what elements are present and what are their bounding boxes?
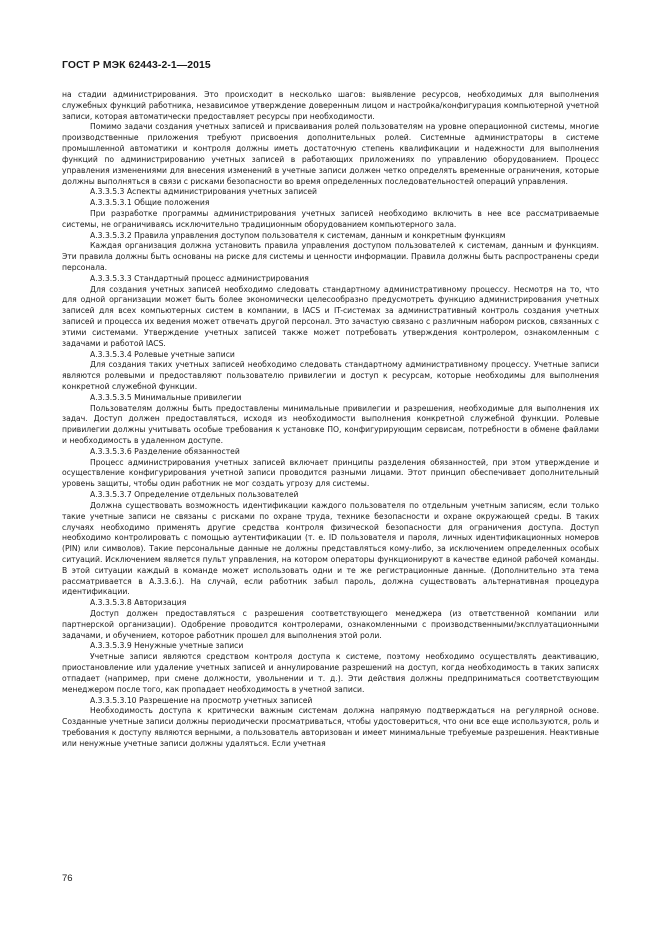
- paragraph: При разработке программы администрирования учетных записей необходимо включить в нее все рассматриваемые системы, не ограничиваясь исключительно традиционным оборудованием компьютерного зала.: [62, 208, 599, 229]
- section-heading: А.3.3.5.3.6 Разделение обязанностей: [90, 446, 240, 456]
- paragraph: Должна существовать возможность идентификации каждого пользователя по отдельным учетным записям, если только такие учетные записи не связаны с рисками по охране труда, технике безопасности и охране окружающей среды. В таких случаях необходимо применять другие средства контроля физической безопасности для ограничения доступа. Доступ необходимо контролировать с помощью аутентификации (т. е. ID пользователя и пароля, личных идентификационных номеров (PIN) или символов). Такие персональные данные не должны представляться кому-либо, за исключением определенных особых ситуаций. Исключением является пульт управления, на котором операторы функционируют в качестве единой рабочей команды. В этой ситуации каждый в команде может использовать одни и те же регистрационные данные. (Дополнительно эта тема рассматривается в А.3.3.6.). На случай, если работник забыл пароль, должна существовать альтернативная процедура идентификации.: [62, 500, 599, 597]
- section-heading: А.3.3.5.3.7 Определение отдельных пользователей: [90, 490, 299, 500]
- section-heading: А.3.3.5.3.3 Стандартный процесс администрирования: [90, 273, 309, 283]
- paragraph: Процесс администрирования учетных записей включает принципы разделения обязанностей, при этом утверждение и осуществление конфигурирования учетной записи проводится разными лицами. Этот принцип обеспечивает дополнительный уровень защиты, чтобы один работник не мог создать угрозу для системы.: [62, 457, 599, 489]
- paragraph: Каждая организация должна установить правила управления доступом пользователей к системам, данным и функциям. Эти правила должны быть основаны на риске для системы и ценности информации. Правила должны быть распространены среди персонала.: [62, 241, 599, 272]
- section-heading: А.3.3.5.3.10 Разрешение на просмотр учетных записей: [90, 695, 313, 705]
- paragraph: на стадии администрирования. Это происходит в несколько шагов: выявление ресурсов, необходимых для выполнения служебных функций работника, независимое утверждение доверенным лицом и настройка/конфигурация компьютерной учетной записи, которая автоматически предоставляет ресурсы при необходимости.: [62, 90, 599, 121]
- paragraph: Для создания учетных записей необходимо следовать стандартному административному процессу. Несмотря на то, что для одной организации может быть более экономически целесообразно предусмотреть функцию администрирования учетных записей для всех компьютерных систем в компании, в IACS и IT-системах за административный контроль создания учетных записей и процесса их ведения может отвечать другой персонал. Это зачастую связано с различным набором рисков, связанных с этими системами. Утверждение учетных записей также может потребовать утверждения контролером, ознакомленным с задачами и работой IACS.: [62, 284, 599, 348]
- paragraph: Доступ должен предоставляться с разрешения соответствующего менеджера (из ответственной компании или партнерской организации). Одобрение проводится контролерами, ознакомленными с производственными/эксплуатационными задачами, и обучением, которое работник прошел для выполнения этой роли.: [62, 609, 599, 640]
- section-heading: А.3.3.5.3.9 Ненужные учетные записи: [90, 641, 244, 651]
- section-heading: А.3.3.5.3.4 Ролевые учетные записи: [90, 349, 235, 359]
- section-heading: А.3.3.5.3.8 Авторизация: [90, 598, 187, 608]
- page-number: 76: [62, 873, 73, 884]
- section-heading: А.3.3.5.3.5 Минимальные привилегии: [90, 392, 242, 402]
- document-body: [62, 90, 599, 750]
- paragraph: Учетные записи являются средством контроля доступа к системе, поэтому необходимо осуществлять деактивацию, приостановление или удаление учетных записей и аннулирование разрешений на доступ, когда необходимость в таких записях отпадает (например, при смене должности, увольнении и т. д.). Эти действия должны предприниматься соответствующим менеджером после того, как пропадает необходимость в учетной записи.: [62, 652, 599, 694]
- paragraph: Для создания таких учетных записей необходимо следовать стандартному административному процессу. Учетные записи являются ролевыми и предоставляют пользователю привилегии и доступ к ресурсам, которые необходимы для выполнения конкретной служебной функции.: [62, 360, 599, 391]
- paragraph: Пользователям должны быть предоставлены минимальные привилегии и разрешения, необходимые для выполнения их задач. Доступ должен предоставляться, исходя из необходимости выполнения конкретной служебной функции. Ролевые привилегии должны учитывать особые требования к установке ПО, конфигурирующим сервисам, потребности в обмене файлами и необходимость в удаленном доступе.: [62, 403, 599, 445]
- section-heading: А.3.3.5.3 Аспекты администрирования учетных записей: [90, 187, 318, 197]
- paragraph: Помимо задачи создания учетных записей и присваивания ролей пользователям на уровне операционной системы, многие производственные приложения требуют присвоения дополнительных ролей. Системные администраторы в системе промышленной автоматики и контроля должны иметь достаточную степень квалификации и надежности для выполнения функций по администрированию учетных записей в работающих приложениях по управлению оборудованием. Процесс управления изменениями для внесения изменений в учетные записи должен четко определять временные ограничения, которые должны выполняться в связи с рисками безопасности во время определенных последовательностей операций управления.: [62, 122, 599, 186]
- document-header: ГОСТ Р МЭК 62443-2-1—2015: [62, 60, 211, 71]
- paragraph: Необходимость доступа к критически важным системам должна напрямую подтверждаться на регулярной основе. Созданные учетные записи должны периодически просматриваться, чтобы удостовериться, что они все еще используются, роль и требования к доступу являются верными, а пользователь авторизован и имеет минимальные требуемые разрешения. Неактивные или ненужные учетные записи должны удаляться. Если учетная: [62, 706, 599, 748]
- section-heading: А.3.3.5.3.1 Общие положения: [90, 198, 210, 208]
- section-heading: А.3.3.5.3.2 Правила управления доступом пользователя к системам, данным и конкретным функциям: [90, 230, 506, 240]
